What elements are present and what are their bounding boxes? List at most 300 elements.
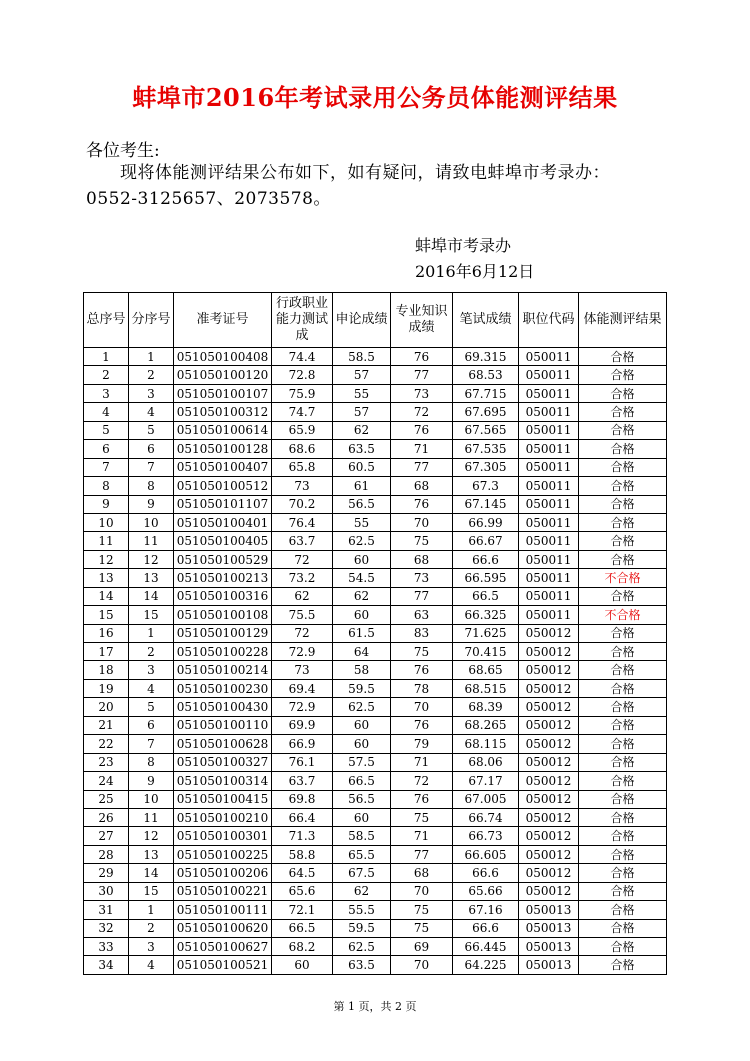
professional-score-cell: 75 <box>391 919 453 937</box>
professional-score-cell: 76 <box>391 421 453 439</box>
sub-index-cell: 7 <box>129 458 174 476</box>
ticket-number-cell: 051050100107 <box>174 384 272 402</box>
table-row <box>84 956 667 974</box>
aptitude-score-cell: 76.4 <box>272 513 333 531</box>
essay-score-cell: 60.5 <box>333 458 391 476</box>
total-index-cell: 33 <box>84 938 129 956</box>
written-score-cell: 67.17 <box>453 772 519 790</box>
essay-score-cell: 58 <box>333 661 391 679</box>
fitness-result-cell: 合格 <box>579 550 667 568</box>
written-score-cell: 67.715 <box>453 384 519 402</box>
essay-score-cell: 58.5 <box>333 348 391 366</box>
sub-index-cell: 7 <box>129 735 174 753</box>
fitness-result-cell: 合格 <box>579 938 667 956</box>
sub-index-cell: 2 <box>129 643 174 661</box>
notice-paragraph: 现将体能测评结果公布如下，如有疑问，请致电蚌埠市考录办：0552-3125657、2073578。 <box>86 163 610 209</box>
essay-score-cell: 62.5 <box>333 938 391 956</box>
fitness-result-cell: 合格 <box>579 440 667 458</box>
professional-score-cell: 70 <box>391 698 453 716</box>
table-row <box>84 845 667 863</box>
essay-score-cell: 62 <box>333 882 391 900</box>
written-score-cell: 71.625 <box>453 624 519 642</box>
ticket-number-cell: 051050101107 <box>174 495 272 513</box>
sub-index-cell: 4 <box>129 956 174 974</box>
ticket-number-cell: 051050100430 <box>174 698 272 716</box>
position-code-cell: 050011 <box>519 458 579 476</box>
header-professional-score: 专业知识成绩 <box>391 293 453 348</box>
table-row <box>84 919 667 937</box>
sub-index-cell: 1 <box>129 901 174 919</box>
professional-score-cell: 75 <box>391 643 453 661</box>
professional-score-cell: 69 <box>391 938 453 956</box>
aptitude-score-cell: 75.5 <box>272 606 333 624</box>
position-code-cell: 050011 <box>519 384 579 402</box>
position-code-cell: 050013 <box>519 919 579 937</box>
sub-index-cell: 8 <box>129 753 174 771</box>
fitness-result-cell: 合格 <box>579 624 667 642</box>
aptitude-score-cell: 66.4 <box>272 808 333 826</box>
fitness-result-cell: 合格 <box>579 477 667 495</box>
aptitude-score-cell: 72 <box>272 624 333 642</box>
aptitude-score-cell: 65.8 <box>272 458 333 476</box>
position-code-cell: 050011 <box>519 348 579 366</box>
position-code-cell: 050013 <box>519 956 579 974</box>
professional-score-cell: 72 <box>391 403 453 421</box>
ticket-number-cell: 051050100230 <box>174 679 272 697</box>
written-score-cell: 66.325 <box>453 606 519 624</box>
sub-index-cell: 10 <box>129 513 174 531</box>
aptitude-score-cell: 68.2 <box>272 938 333 956</box>
ticket-number-cell: 051050100314 <box>174 772 272 790</box>
written-score-cell: 67.565 <box>453 421 519 439</box>
aptitude-score-cell: 72.9 <box>272 643 333 661</box>
total-index-cell: 28 <box>84 845 129 863</box>
total-index-cell: 34 <box>84 956 129 974</box>
ticket-number-cell: 051050100120 <box>174 366 272 384</box>
ticket-number-cell: 051050100225 <box>174 845 272 863</box>
fitness-result-cell: 合格 <box>579 901 667 919</box>
total-index-cell: 30 <box>84 882 129 900</box>
table-row <box>84 864 667 882</box>
ticket-number-cell: 051050100108 <box>174 606 272 624</box>
table-row <box>84 808 667 826</box>
professional-score-cell: 72 <box>391 772 453 790</box>
written-score-cell: 67.305 <box>453 458 519 476</box>
professional-score-cell: 70 <box>391 513 453 531</box>
written-score-cell: 69.315 <box>453 348 519 366</box>
written-score-cell: 68.265 <box>453 716 519 734</box>
written-score-cell: 67.005 <box>453 790 519 808</box>
header-essay-score: 申论成绩 <box>333 293 391 348</box>
total-index-cell: 18 <box>84 661 129 679</box>
aptitude-score-cell: 60 <box>272 956 333 974</box>
sub-index-cell: 3 <box>129 384 174 402</box>
aptitude-score-cell: 71.3 <box>272 827 333 845</box>
total-index-cell: 29 <box>84 864 129 882</box>
ticket-number-cell: 051050100415 <box>174 790 272 808</box>
total-index-cell: 11 <box>84 532 129 550</box>
header-total-index: 总序号 <box>84 293 129 348</box>
table-body <box>84 348 667 975</box>
professional-score-cell: 63 <box>391 606 453 624</box>
position-code-cell: 050012 <box>519 827 579 845</box>
essay-score-cell: 63.5 <box>333 440 391 458</box>
aptitude-score-cell: 69.4 <box>272 679 333 697</box>
position-code-cell: 050011 <box>519 587 579 605</box>
total-index-cell: 27 <box>84 827 129 845</box>
table-row <box>84 772 667 790</box>
aptitude-score-cell: 70.2 <box>272 495 333 513</box>
sub-index-cell: 3 <box>129 938 174 956</box>
aptitude-score-cell: 75.9 <box>272 384 333 402</box>
aptitude-score-cell: 72.9 <box>272 698 333 716</box>
fitness-result-cell: 合格 <box>579 772 667 790</box>
essay-score-cell: 57.5 <box>333 753 391 771</box>
position-code-cell: 050011 <box>519 366 579 384</box>
position-code-cell: 050012 <box>519 698 579 716</box>
fitness-result-cell: 合格 <box>579 587 667 605</box>
aptitude-score-cell: 63.7 <box>272 772 333 790</box>
position-code-cell: 050012 <box>519 735 579 753</box>
written-score-cell: 68.515 <box>453 679 519 697</box>
total-index-cell: 1 <box>84 348 129 366</box>
table-row <box>84 477 667 495</box>
aptitude-score-cell: 66.5 <box>272 919 333 937</box>
fitness-result-cell: 不合格 <box>579 569 667 587</box>
fitness-result-cell: 合格 <box>579 753 667 771</box>
greeting: 各位考生: <box>86 141 160 161</box>
table-row <box>84 882 667 900</box>
fitness-result-cell: 合格 <box>579 513 667 531</box>
position-code-cell: 050012 <box>519 864 579 882</box>
written-score-cell: 68.53 <box>453 366 519 384</box>
sub-index-cell: 12 <box>129 550 174 568</box>
table-row <box>84 366 667 384</box>
total-index-cell: 24 <box>84 772 129 790</box>
fitness-result-cell: 合格 <box>579 384 667 402</box>
professional-score-cell: 71 <box>391 827 453 845</box>
fitness-result-cell: 不合格 <box>579 606 667 624</box>
written-score-cell: 67.16 <box>453 901 519 919</box>
aptitude-score-cell: 73 <box>272 477 333 495</box>
position-code-cell: 050011 <box>519 495 579 513</box>
essay-score-cell: 62 <box>333 587 391 605</box>
fitness-result-cell: 合格 <box>579 366 667 384</box>
fitness-result-cell: 合格 <box>579 864 667 882</box>
aptitude-score-cell: 69.8 <box>272 790 333 808</box>
total-index-cell: 21 <box>84 716 129 734</box>
aptitude-score-cell: 62 <box>272 587 333 605</box>
position-code-cell: 050011 <box>519 440 579 458</box>
total-index-cell: 9 <box>84 495 129 513</box>
ticket-number-cell: 051050100312 <box>174 403 272 421</box>
total-index-cell: 8 <box>84 477 129 495</box>
total-index-cell: 25 <box>84 790 129 808</box>
table-row <box>84 790 667 808</box>
header-aptitude-score: 行政职业能力测试成 <box>272 293 333 348</box>
professional-score-cell: 76 <box>391 790 453 808</box>
position-code-cell: 050012 <box>519 624 579 642</box>
professional-score-cell: 76 <box>391 348 453 366</box>
aptitude-score-cell: 73.2 <box>272 569 333 587</box>
written-score-cell: 68.65 <box>453 661 519 679</box>
total-index-cell: 20 <box>84 698 129 716</box>
ticket-number-cell: 051050100405 <box>174 532 272 550</box>
aptitude-score-cell: 65.6 <box>272 882 333 900</box>
professional-score-cell: 77 <box>391 587 453 605</box>
professional-score-cell: 83 <box>391 624 453 642</box>
written-score-cell: 66.5 <box>453 587 519 605</box>
ticket-number-cell: 051050100110 <box>174 716 272 734</box>
aptitude-score-cell: 64.5 <box>272 864 333 882</box>
fitness-result-cell: 合格 <box>579 698 667 716</box>
essay-score-cell: 60 <box>333 716 391 734</box>
sub-index-cell: 15 <box>129 882 174 900</box>
written-score-cell: 67.535 <box>453 440 519 458</box>
professional-score-cell: 75 <box>391 532 453 550</box>
ticket-number-cell: 051050100111 <box>174 901 272 919</box>
sub-index-cell: 1 <box>129 624 174 642</box>
written-score-cell: 68.39 <box>453 698 519 716</box>
ticket-number-cell: 051050100627 <box>174 938 272 956</box>
ticket-number-cell: 051050100301 <box>174 827 272 845</box>
signature-date: 2016年6月12日 <box>415 262 535 281</box>
ticket-number-cell: 051050100620 <box>174 919 272 937</box>
position-code-cell: 050011 <box>519 403 579 421</box>
position-code-cell: 050011 <box>519 532 579 550</box>
fitness-result-cell: 合格 <box>579 956 667 974</box>
essay-score-cell: 64 <box>333 643 391 661</box>
written-score-cell: 66.73 <box>453 827 519 845</box>
essay-score-cell: 55 <box>333 513 391 531</box>
written-score-cell: 68.06 <box>453 753 519 771</box>
position-code-cell: 050011 <box>519 569 579 587</box>
sub-index-cell: 2 <box>129 919 174 937</box>
fitness-result-cell: 合格 <box>579 716 667 734</box>
aptitude-score-cell: 68.6 <box>272 440 333 458</box>
total-index-cell: 16 <box>84 624 129 642</box>
ticket-number-cell: 051050100210 <box>174 808 272 826</box>
position-code-cell: 050012 <box>519 882 579 900</box>
position-code-cell: 050012 <box>519 753 579 771</box>
sub-index-cell: 2 <box>129 366 174 384</box>
professional-score-cell: 77 <box>391 845 453 863</box>
essay-score-cell: 60 <box>333 735 391 753</box>
ticket-number-cell: 051050100316 <box>174 587 272 605</box>
aptitude-score-cell: 72 <box>272 550 333 568</box>
total-index-cell: 12 <box>84 550 129 568</box>
results-table <box>83 292 667 975</box>
document-title: 蚌埠市2016年考试录用公务员体能测评结果 <box>132 83 618 112</box>
position-code-cell: 050012 <box>519 772 579 790</box>
ticket-number-cell: 051050100408 <box>174 348 272 366</box>
ticket-number-cell: 051050100529 <box>174 550 272 568</box>
fitness-result-cell: 合格 <box>579 661 667 679</box>
written-score-cell: 66.6 <box>453 550 519 568</box>
ticket-number-cell: 051050100614 <box>174 421 272 439</box>
header-written-score: 笔试成绩 <box>453 293 519 348</box>
aptitude-score-cell: 72.8 <box>272 366 333 384</box>
essay-score-cell: 55 <box>333 384 391 402</box>
aptitude-score-cell: 74.4 <box>272 348 333 366</box>
ticket-number-cell: 051050100228 <box>174 643 272 661</box>
table-row <box>84 513 667 531</box>
total-index-cell: 19 <box>84 679 129 697</box>
essay-score-cell: 67.5 <box>333 864 391 882</box>
aptitude-score-cell: 76.1 <box>272 753 333 771</box>
fitness-result-cell: 合格 <box>579 495 667 513</box>
fitness-result-cell: 合格 <box>579 532 667 550</box>
written-score-cell: 67.145 <box>453 495 519 513</box>
essay-score-cell: 59.5 <box>333 919 391 937</box>
fitness-result-cell: 合格 <box>579 643 667 661</box>
professional-score-cell: 75 <box>391 901 453 919</box>
sub-index-cell: 13 <box>129 845 174 863</box>
total-index-cell: 5 <box>84 421 129 439</box>
table-row <box>84 384 667 402</box>
table-row <box>84 550 667 568</box>
professional-score-cell: 71 <box>391 753 453 771</box>
essay-score-cell: 57 <box>333 403 391 421</box>
written-score-cell: 66.6 <box>453 919 519 937</box>
total-index-cell: 22 <box>84 735 129 753</box>
fitness-result-cell: 合格 <box>579 403 667 421</box>
professional-score-cell: 70 <box>391 882 453 900</box>
header-ticket-number: 准考证号 <box>174 293 272 348</box>
ticket-number-cell: 051050100401 <box>174 513 272 531</box>
aptitude-score-cell: 65.9 <box>272 421 333 439</box>
total-index-cell: 7 <box>84 458 129 476</box>
essay-score-cell: 56.5 <box>333 495 391 513</box>
written-score-cell: 67.3 <box>453 477 519 495</box>
total-index-cell: 23 <box>84 753 129 771</box>
table-row <box>84 440 667 458</box>
table-row <box>84 421 667 439</box>
total-index-cell: 13 <box>84 569 129 587</box>
essay-score-cell: 62.5 <box>333 532 391 550</box>
total-index-cell: 10 <box>84 513 129 531</box>
aptitude-score-cell: 74.7 <box>272 403 333 421</box>
written-score-cell: 66.605 <box>453 845 519 863</box>
professional-score-cell: 68 <box>391 864 453 882</box>
position-code-cell: 050012 <box>519 845 579 863</box>
essay-score-cell: 62 <box>333 421 391 439</box>
table-row <box>84 735 667 753</box>
signature-office: 蚌埠市考录办 <box>415 236 512 255</box>
professional-score-cell: 73 <box>391 569 453 587</box>
table-row <box>84 624 667 642</box>
sub-index-cell: 10 <box>129 790 174 808</box>
ticket-number-cell: 051050100521 <box>174 956 272 974</box>
sub-index-cell: 13 <box>129 569 174 587</box>
professional-score-cell: 77 <box>391 366 453 384</box>
sub-index-cell: 8 <box>129 477 174 495</box>
ticket-number-cell: 051050100206 <box>174 864 272 882</box>
fitness-result-cell: 合格 <box>579 827 667 845</box>
essay-score-cell: 62.5 <box>333 698 391 716</box>
table-row <box>84 587 667 605</box>
sub-index-cell: 5 <box>129 698 174 716</box>
professional-score-cell: 78 <box>391 679 453 697</box>
total-index-cell: 2 <box>84 366 129 384</box>
written-score-cell: 66.74 <box>453 808 519 826</box>
table-row <box>84 403 667 421</box>
written-score-cell: 67.695 <box>453 403 519 421</box>
position-code-cell: 050012 <box>519 790 579 808</box>
professional-score-cell: 68 <box>391 477 453 495</box>
written-score-cell: 64.225 <box>453 956 519 974</box>
aptitude-score-cell: 69.9 <box>272 716 333 734</box>
sub-index-cell: 12 <box>129 827 174 845</box>
essay-score-cell: 66.5 <box>333 772 391 790</box>
fitness-result-cell: 合格 <box>579 421 667 439</box>
position-code-cell: 050011 <box>519 477 579 495</box>
written-score-cell: 65.66 <box>453 882 519 900</box>
fitness-result-cell: 合格 <box>579 808 667 826</box>
written-score-cell: 70.415 <box>453 643 519 661</box>
ticket-number-cell: 051050100628 <box>174 735 272 753</box>
written-score-cell: 66.99 <box>453 513 519 531</box>
table-row <box>84 458 667 476</box>
fitness-result-cell: 合格 <box>579 790 667 808</box>
essay-score-cell: 61 <box>333 477 391 495</box>
sub-index-cell: 4 <box>129 679 174 697</box>
total-index-cell: 14 <box>84 587 129 605</box>
essay-score-cell: 56.5 <box>333 790 391 808</box>
ticket-number-cell: 051050100214 <box>174 661 272 679</box>
ticket-number-cell: 051050100407 <box>174 458 272 476</box>
total-index-cell: 6 <box>84 440 129 458</box>
sub-index-cell: 6 <box>129 716 174 734</box>
table-row <box>84 753 667 771</box>
professional-score-cell: 76 <box>391 716 453 734</box>
table-row <box>84 679 667 697</box>
sub-index-cell: 15 <box>129 606 174 624</box>
total-index-cell: 17 <box>84 643 129 661</box>
professional-score-cell: 79 <box>391 735 453 753</box>
table-row <box>84 532 667 550</box>
sub-index-cell: 11 <box>129 532 174 550</box>
ticket-number-cell: 051050100512 <box>174 477 272 495</box>
total-index-cell: 4 <box>84 403 129 421</box>
written-score-cell: 66.595 <box>453 569 519 587</box>
fitness-result-cell: 合格 <box>579 679 667 697</box>
table-row <box>84 495 667 513</box>
total-index-cell: 32 <box>84 919 129 937</box>
sub-index-cell: 6 <box>129 440 174 458</box>
sub-index-cell: 11 <box>129 808 174 826</box>
total-index-cell: 15 <box>84 606 129 624</box>
fitness-result-cell: 合格 <box>579 882 667 900</box>
essay-score-cell: 55.5 <box>333 901 391 919</box>
written-score-cell: 66.445 <box>453 938 519 956</box>
professional-score-cell: 75 <box>391 808 453 826</box>
position-code-cell: 050012 <box>519 808 579 826</box>
essay-score-cell: 63.5 <box>333 956 391 974</box>
total-index-cell: 31 <box>84 901 129 919</box>
professional-score-cell: 68 <box>391 550 453 568</box>
professional-score-cell: 71 <box>391 440 453 458</box>
essay-score-cell: 54.5 <box>333 569 391 587</box>
page-footer: 第 1 页，共 2 页 <box>333 1000 417 1013</box>
table-row <box>84 661 667 679</box>
aptitude-score-cell: 72.1 <box>272 901 333 919</box>
sub-index-cell: 14 <box>129 864 174 882</box>
position-code-cell: 050012 <box>519 643 579 661</box>
header-fitness-result: 体能测评结果 <box>579 293 667 348</box>
table-row <box>84 938 667 956</box>
essay-score-cell: 58.5 <box>333 827 391 845</box>
